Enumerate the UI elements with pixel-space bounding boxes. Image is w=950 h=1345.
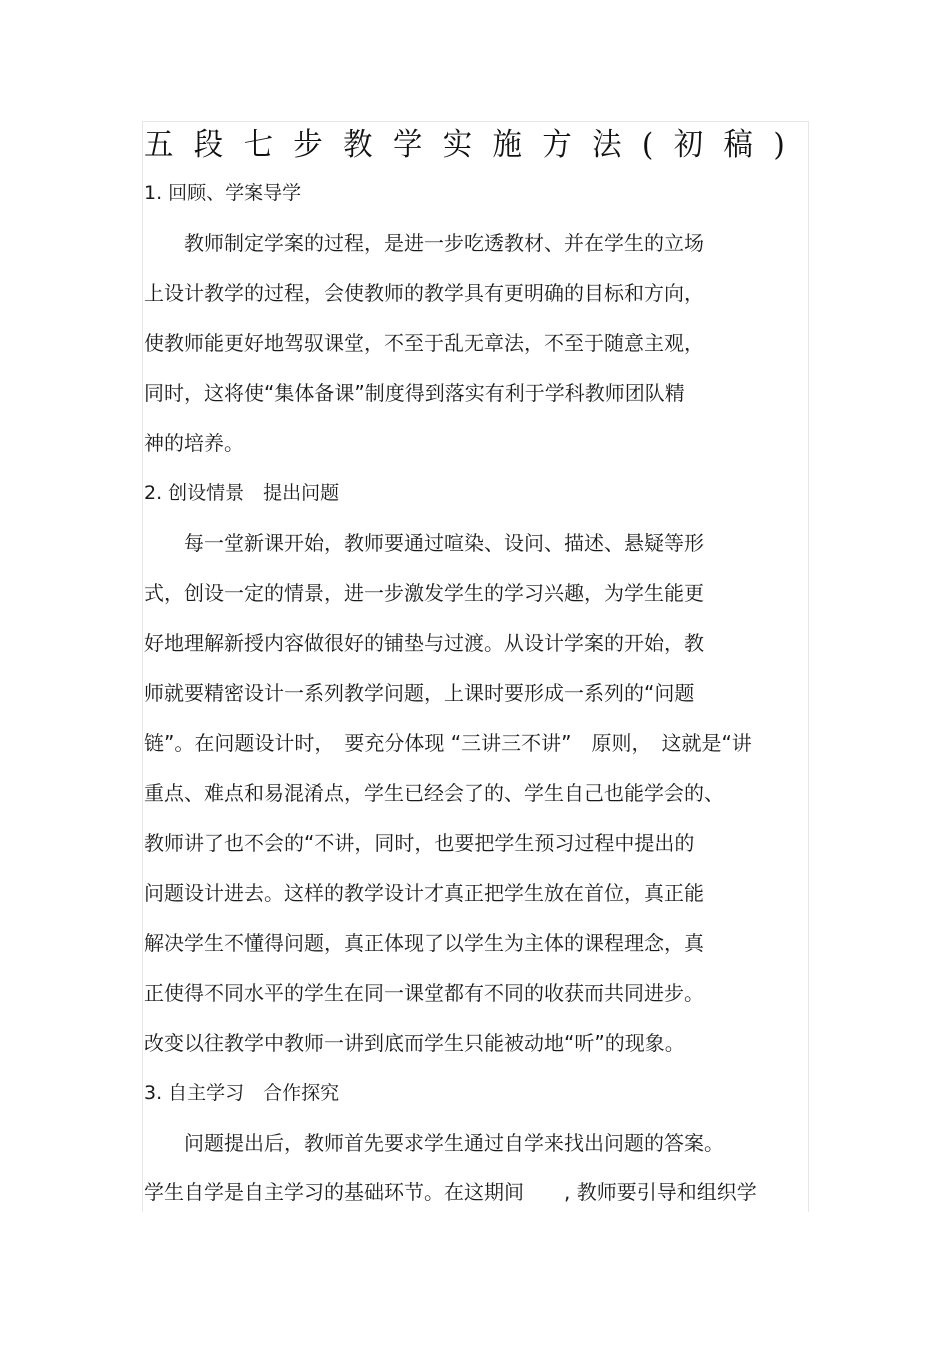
text-line: 学生自学是自主学习的基础环节。在这期间 , 教师要引导和组织学 [144, 1180, 757, 1204]
text-line: 好地理解新授内容做很好的铺垫与过渡。从设计学案的开始，教 [144, 631, 704, 655]
text-line: 正使得不同水平的学生在同一课堂都有不同的收获而共同进步。 [144, 981, 704, 1005]
text-line: 式，创设一定的情景，进一步激发学生的学习兴趣，为学生能更 [144, 581, 704, 605]
text-line: 重点、难点和易混淆点，学生已经会了的、学生自己也能学会的、 [144, 781, 724, 805]
document-title: 五段七步教学实施方法(初稿) [144, 127, 806, 163]
text-line: 每一堂新课开始，教师要通过喧染、设问、描述、悬疑等形 [144, 531, 704, 555]
text-line: 师就要精密设计一系列教学问题，上课时要形成一系列的“问题 [144, 681, 695, 705]
section-heading-2: 2. 创设情景 提出问题 [144, 482, 340, 504]
text-line: 改变以往教学中教师一讲到底而学生只能被动地“听”的现象。 [144, 1031, 685, 1055]
text-line: 教师制定学案的过程，是进一步吃透教材、并在学生的立场 [144, 231, 704, 255]
text-line: 问题提出后，教师首先要求学生通过自学来找出问题的答案。 [144, 1131, 724, 1155]
text-line: 同时，这将使“集体备课”制度得到落实有利于学科教师团队精 [144, 381, 685, 405]
text-line: 问题设计进去。这样的教学设计才真正把学生放在首位，真正能 [144, 881, 704, 905]
text-line: 使教师能更好地驾驭课堂，不至于乱无章法，不至于随意主观， [144, 331, 704, 355]
text-line: 链”。在问题设计时， 要充分体现 “三讲三不讲” 原则， 这就是“讲 [144, 731, 752, 755]
section-heading-1: 1. 回顾、学案导学 [144, 182, 302, 204]
text-line: 解决学生不懂得问题，真正体现了以学生为主体的课程理念，真 [144, 931, 704, 955]
text-line: 教师讲了也不会的“不讲，同时，也要把学生预习过程中提出的 [144, 831, 695, 855]
text-line: 神的培养。 [144, 431, 244, 455]
section-heading-3: 3. 自主学习 合作探究 [144, 1082, 340, 1104]
text-line: 上设计教学的过程，会使教师的教学具有更明确的目标和方向， [144, 281, 704, 305]
